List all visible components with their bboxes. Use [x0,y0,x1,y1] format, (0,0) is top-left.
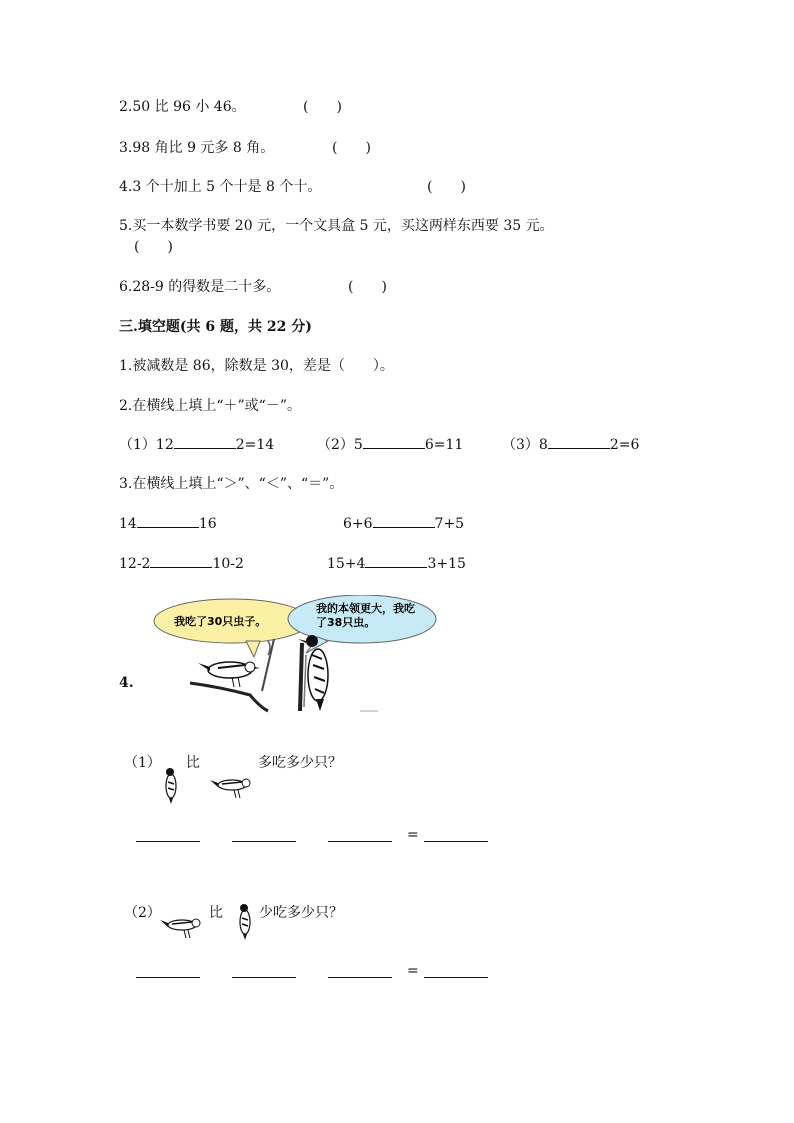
judgement-item-5 [119,215,554,235]
q3-item-4: 15+4 3+15 [327,553,466,572]
sub-question-2-num: （2） [124,905,161,921]
section-title: 三.填空题(共 6 题，共 22 分) [119,319,312,335]
q2-item-3: （3）8 2=6 [502,434,639,454]
answer-blank[interactable] [137,513,199,528]
q3-item-2: 6+6 7+5 [343,513,464,532]
answer-line[interactable] [328,840,392,842]
judgement-text: 6.28-9 的得数是二十多。 [119,279,281,295]
answer-blank[interactable] [548,434,610,449]
answer-paren[interactable]: ( ) [134,239,173,255]
sub-question-2-text: 少吃多少只？ [259,905,343,921]
question-2: 2.在横线上填上“＋”或“－”。 [119,398,301,414]
answer-paren[interactable]: ( ) [427,179,466,195]
answer-blank[interactable] [150,553,212,568]
equals-sign: = [407,827,419,843]
answer-blank[interactable] [365,553,427,568]
sparrow-icon [198,662,260,687]
judgement-item-3 [119,137,274,157]
answer-line[interactable] [136,976,200,978]
equals-sign: = [407,963,419,979]
judgement-item-4 [119,176,321,196]
judgement-item-6 [119,276,280,296]
q3-item-1: 14 16 [119,513,217,532]
question-1: 1.被减数是 86，除数是 30，差是（ ）。 [119,358,394,374]
question-3: 3.在横线上填上“＞”、“＜”、“＝”。 [119,476,344,492]
q3-item-3: 12-2 10-2 [119,553,244,572]
bubble-2-text-2: 了38只虫。 [316,616,376,629]
woodpecker-icon [160,764,182,804]
judgement-text: 2.50 比 96 小 46。 [119,99,246,115]
q2-item-2: （2）5 6=11 [317,434,463,454]
q2-item-1: （1）12 2=14 [119,434,274,454]
birds-illustration [150,595,450,715]
question-4-label: 4. [119,675,134,691]
answer-line[interactable] [232,840,296,842]
judgement-item-2 [119,96,246,116]
judgement-text: 5.买一本数学书要 20 元，一个文具盒 5 元，买这两样东西要 35 元。 [119,218,554,234]
sparrow-icon [208,772,260,802]
sub-question-1-text: 多吃多少只？ [258,755,342,771]
sub-question-1-compare: 比 [186,755,200,771]
answer-line[interactable] [232,976,296,978]
woodpecker-icon [234,900,256,940]
bubble-1-text: 我吃了30只虫子。 [174,615,267,628]
answer-line[interactable] [136,840,200,842]
answer-blank[interactable] [373,513,435,528]
judgement-text: 3.98 角比 9 元多 8 角。 [119,140,275,156]
judgement-text: 4.3 个十加上 5 个十是 8 个十。 [119,179,322,195]
sparrow-icon [158,912,210,942]
bubble-2-text-1: 我的本领更大，我吃 [316,602,415,615]
answer-paren[interactable]: ( ) [303,99,342,115]
sub-question-2-compare: 比 [209,905,223,921]
answer-paren[interactable]: ( ) [332,140,371,156]
answer-line[interactable] [328,976,392,978]
sub-question-1-num: （1） [124,755,161,771]
answer-blank[interactable] [363,434,425,449]
answer-line[interactable] [424,976,488,978]
answer-line[interactable] [424,840,488,842]
answer-paren[interactable]: ( ) [348,279,387,295]
answer-blank[interactable] [174,434,236,449]
